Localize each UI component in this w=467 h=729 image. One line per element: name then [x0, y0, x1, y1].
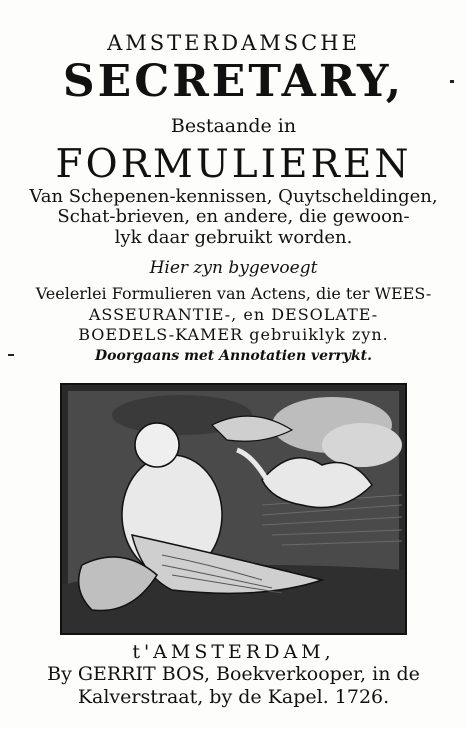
description-line-3: lyk daar gebruikt worden.: [114, 227, 353, 248]
margin-mark: [8, 354, 14, 356]
margin-mark: [450, 80, 454, 83]
annotations-note: Doorgaans met Annotatien verrykt.: [95, 348, 372, 364]
title-line-amsterdamsche: AMSTERDAMSCHE: [107, 31, 360, 55]
addition-line-3: BOEDELS-KAMER gebruiklyk zyn.: [78, 325, 389, 344]
addition-heading: Hier zyn bygevoegt: [149, 258, 318, 278]
description-line-2: Schat-brieven, en andere, die gewoon-: [57, 206, 410, 227]
imprint-address-year: Kalverstraat, by de Kapel. 1726.: [77, 686, 390, 708]
engraved-vignette: [60, 383, 407, 635]
description-line-1: Van Schepenen-kennissen, Quytscheldingen,: [29, 186, 438, 207]
imprint-printer: By GERRIT BOS, Boekverkooper, in de: [47, 663, 420, 685]
subtitle-bestaande: Bestaande in: [170, 115, 297, 137]
addition-line-1: Veelerlei Formulieren van Actens, die ter WEES-: [35, 284, 432, 303]
title-line-secretary: SECRETARY,: [62, 56, 405, 107]
imprint-place: t'AMSTERDAM,: [132, 641, 335, 663]
reclining-figure-engraving-icon: [62, 385, 405, 633]
title-line-formulieren: FORMULIEREN: [55, 142, 412, 187]
addition-line-2: ASSEURANTIE-, en DESOLATE-: [88, 305, 379, 324]
